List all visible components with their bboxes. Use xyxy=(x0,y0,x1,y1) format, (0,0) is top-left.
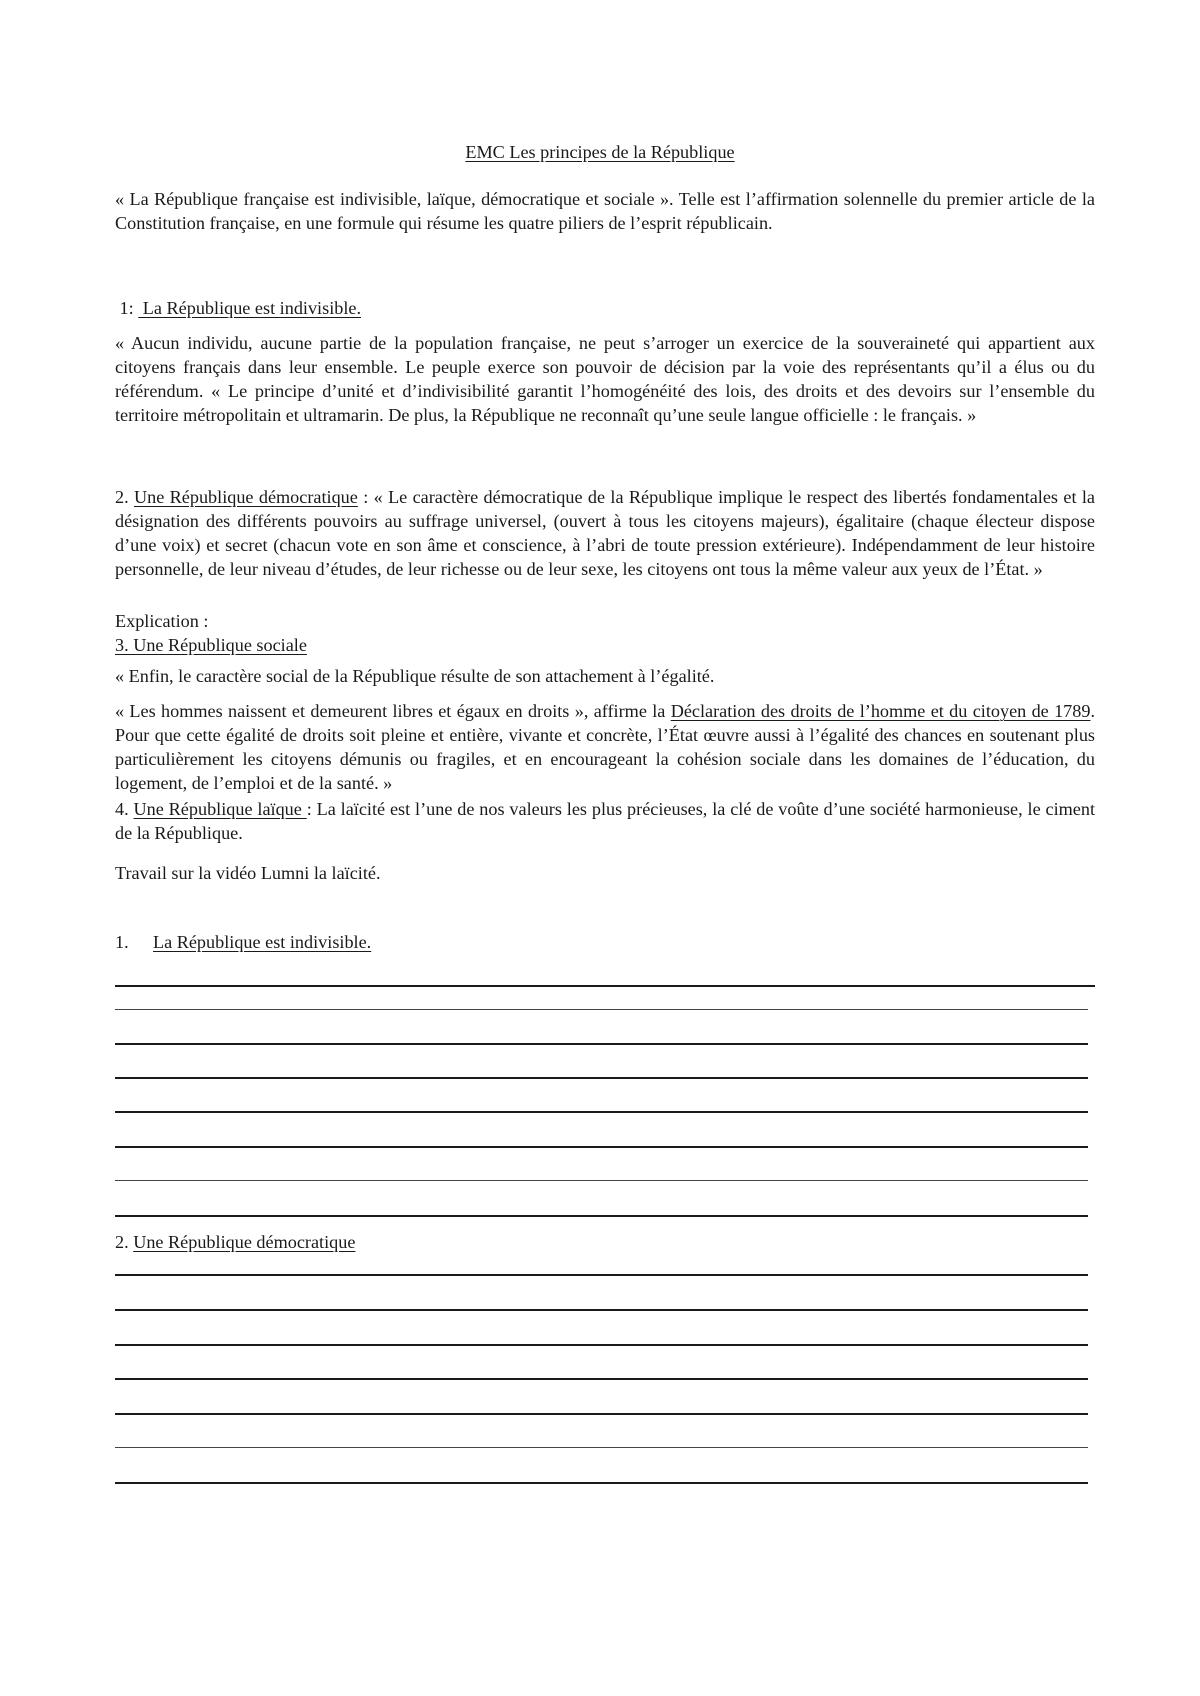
section3-paragraph2 xyxy=(115,699,1095,795)
section4-text: : La laïcité est l’une de nos valeurs les plus précieuses, la clé de voûte d’une société harmonieuse, le ciment de la République. xyxy=(115,799,1096,843)
section2-paragraph xyxy=(115,485,1095,581)
answer-line[interactable] xyxy=(115,1447,1088,1448)
section4-title: Une République laïque xyxy=(133,799,307,819)
section1-heading xyxy=(115,296,1095,320)
section1-title: La République est indivisible. xyxy=(138,298,362,318)
answer-line[interactable] xyxy=(115,1077,1088,1079)
question1-heading xyxy=(115,930,371,954)
section3-heading xyxy=(115,633,1095,657)
section3-text-start: « Les hommes naissent et demeurent libres et égaux en droits », affirme la xyxy=(115,701,671,721)
section2-title: Une République démocratique xyxy=(134,487,358,507)
answer-line[interactable] xyxy=(115,1009,1088,1010)
declaration-link: Déclaration des droits de l’homme et du citoyen de 1789 xyxy=(670,701,1091,721)
answer-line[interactable] xyxy=(115,1309,1088,1311)
section1-prefix: 1: xyxy=(115,298,139,318)
answer-line[interactable] xyxy=(115,1180,1088,1181)
question1-number: 1. xyxy=(115,932,129,952)
answer-line[interactable] xyxy=(115,1043,1088,1045)
section3-title: 3. Une République sociale xyxy=(115,635,307,655)
answer-line[interactable] xyxy=(115,985,1095,987)
answer-line[interactable] xyxy=(115,1378,1088,1380)
answer-line[interactable] xyxy=(115,1111,1088,1113)
answer-line[interactable] xyxy=(115,1413,1088,1415)
section1-paragraph: « Aucun individu, aucune partie de la population française, ne peut s’arroger un exercice de la souveraineté qui appartient aux citoyens français dans leur ensemble. Le peuple exerce son pouvoir de décision par la voie des représentants qu’il a élus ou du référendum. « Le principe d’unité et d’indivisibilité garantit l’homogénéité des lois, des droits et des devoirs sur l’ensemble du territoire métropolitain et ultramarin. De plus, la République ne reconnaît qu’une seule langue officielle : le français. » xyxy=(115,333,1095,425)
explication-label: Explication : xyxy=(115,611,209,631)
question2-label: Une République démocratique xyxy=(133,1232,356,1252)
section3-paragraph1: « Enfin, le caractère social de la République résulte de son attachement à l’égalité. xyxy=(115,666,715,686)
page-title xyxy=(0,140,1200,164)
question2-prefix: 2. xyxy=(115,1232,134,1252)
question2-heading xyxy=(115,1230,355,1254)
section2-text: : « Le caractère démocratique de la République implique le respect des libertés fondamentales et la désignation des différents pouvoirs au suffrage universel, (ouvert à tous les citoyens majeurs), égalitaire (chaque électeur dispose d’une voix) et secret (chacun vote en son âme et conscience, à l’abri de toute pression extérieure). Indépendamment de leur histoire personnelle, de leur niveau d’études, de leur richesse ou de leur sexe, les citoyens ont tous la même valeur aux yeux de l’État. » xyxy=(115,487,1095,579)
intro-paragraph: « La République française est indivisible, laïque, démocratique et sociale ». Telle est l’affirmation solennelle du premier article de la Constitution française, en une formule qui résume les quatre piliers de l’esprit républicain. xyxy=(115,189,1095,233)
answer-line[interactable] xyxy=(115,1215,1088,1217)
answer-line[interactable] xyxy=(115,1482,1088,1484)
section4-paragraph xyxy=(115,797,1095,845)
answer-line[interactable] xyxy=(115,1274,1088,1276)
video-instruction: Travail sur la vidéo Lumni la laïcité. xyxy=(115,863,381,883)
section3-text-end: . Pour que cette égalité de droits soit pleine et entière, vivante et concrète, l’État œuvre aussi à l’égalité des chances en soutenant plus particulièrement les citoyens démunis ou fragiles, et en encourageant la cohésion sociale dans les domaines de l’éducation, du logement, de l’emploi et de la santé. » xyxy=(115,701,1096,793)
answer-line[interactable] xyxy=(115,1344,1088,1346)
section2-prefix: 2. xyxy=(115,487,134,507)
answer-line[interactable] xyxy=(115,1146,1088,1148)
question1-label: La République est indivisible. xyxy=(153,932,372,952)
title-text: EMC Les principes de la République xyxy=(465,142,735,162)
section4-prefix: 4. xyxy=(115,799,134,819)
